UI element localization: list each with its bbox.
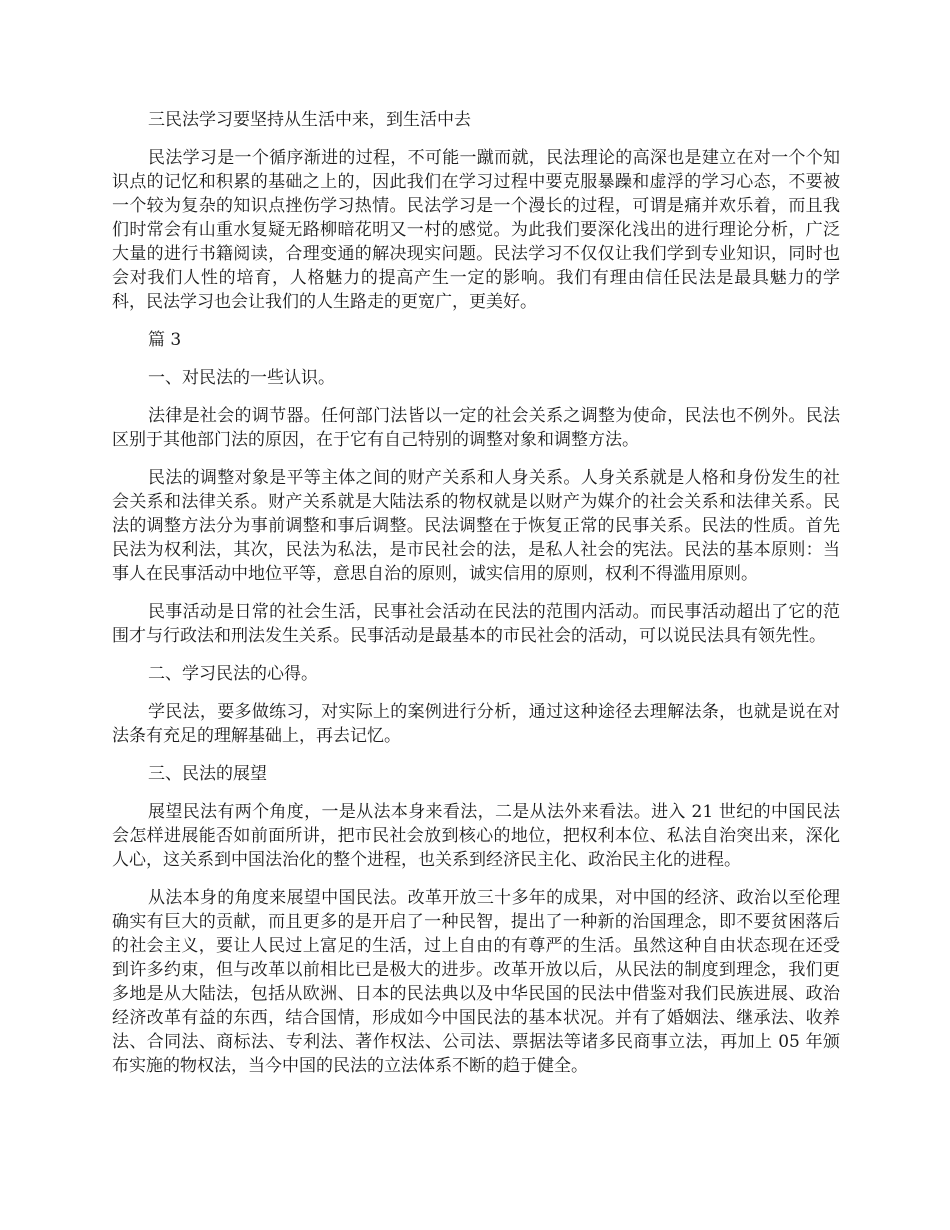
section-heading-civil-law-study: 三民法学习要坚持从生活中来，到生活中去 [148, 110, 471, 130]
article-number-heading: 篇 3 [148, 330, 182, 350]
body-paragraph: 法律是社会的调节器。任何部门法皆以一定的社会关系之调整为使命，民法也不例外。民法区别于其他部门法的原因，在于它有自己特别的调整对象和调整方法。 [112, 406, 840, 450]
document-page [112, 108, 840, 1092]
body-paragraph: 学民法，要多做练习，对实际上的案例进行分析，通过这种途径去理解法条，也就是说在对法条有充足的理解基础上，再去记忆。 [112, 702, 840, 746]
body-paragraph: 民法的调整对象是平等主体之间的财产关系和人身关系。人身关系就是人格和身份发生的社会关系和法律关系。财产关系就是大陆法系的物权就是以财产为媒介的社会关系和法律关系。民法的调整方法分为事前调整和事后调整。民法调整在于恢复正常的民事关系。民法的性质。首先民法为权利法，其次，民法为私法，是市民社会的法，是私人社会的宪法。民法的基本原则：当事人在民事活动中地位平等，意思自治的原则，诚实信用的原则，权利不得滥用原则。 [112, 468, 840, 584]
body-paragraph: 民事活动是日常的社会生活，民事社会活动在民法的范围内活动。而民事活动超出了它的范围才与行政法和刑法发生关系。民事活动是最基本的市民社会的活动，可以说民法具有领先性。 [112, 602, 840, 646]
body-paragraph: 从法本身的角度来展望中国民法。改革开放三十多年的成果，对中国的经济、政治以至伦理确实有巨大的贡献，而且更多的是开启了一种民智，提出了一种新的治国理念，即不要贫困落后的社会主义，要让人民过上富足的生活，过上自由的有尊严的生活。虽然这种自由状态现在还受到许多约束，但与改革以前相比已是极大的进步。改革开放以后，从民法的制度到理念，我们更多地是从大陆法，包括从欧洲、日本的民法典以及中华民国的民法中借鉴对我们民族进展、政治经济改革有益的东西，结合国情，形成如今中国民法的基本状况。并有了婚姻法、继承法、收养法、合同法、商标法、专利法、著作权法、公司法、票据法等诸多民商事立法，再加上 05 年颁布实施的物权法，当今中国的民法的立法体系不断的趋于健全。 [112, 888, 840, 1076]
body-paragraph: 民法学习是一个循序渐进的过程，不可能一蹴而就，民法理论的高深也是建立在对一个个知识点的记忆和积累的基础之上的，因此我们在学习过程中要克服暴躁和虚浮的学习心态，不要被一个较为复杂的知识点挫伤学习热情。民法学习是一个漫长的过程，可谓是痛并欢乐着，而且我们时常会有山重水复疑无路柳暗花明又一村的感觉。为此我们要深化浅出的进行理论分析，广泛大量的进行书籍阅读，合理变通的解决现实问题。民法学习不仅仅让我们学到专业知识，同时也会对我们人性的培育，人格魅力的提高产生一定的影响。我们有理由信任民法是最具魅力的学科，民法学习也会让我们的人生路走的更宽广，更美好。 [112, 148, 840, 312]
section-heading-outlook: 三、民法的展望 [148, 764, 267, 784]
section-heading-study-notes: 二、学习民法的心得。 [148, 664, 318, 684]
section-heading-understanding: 一、对民法的一些认识。 [148, 368, 335, 388]
body-paragraph: 展望民法有两个角度，一是从法本身来看法，二是从法外来看法。进入 21 世纪的中国民法会怎样进展能否如前面所讲，把市民社会放到核心的地位，把权利本位、私法自治突出来，深化人心，这关系到中国法治化的整个进程，也关系到经济民主化、政治民主化的进程。 [112, 802, 840, 870]
